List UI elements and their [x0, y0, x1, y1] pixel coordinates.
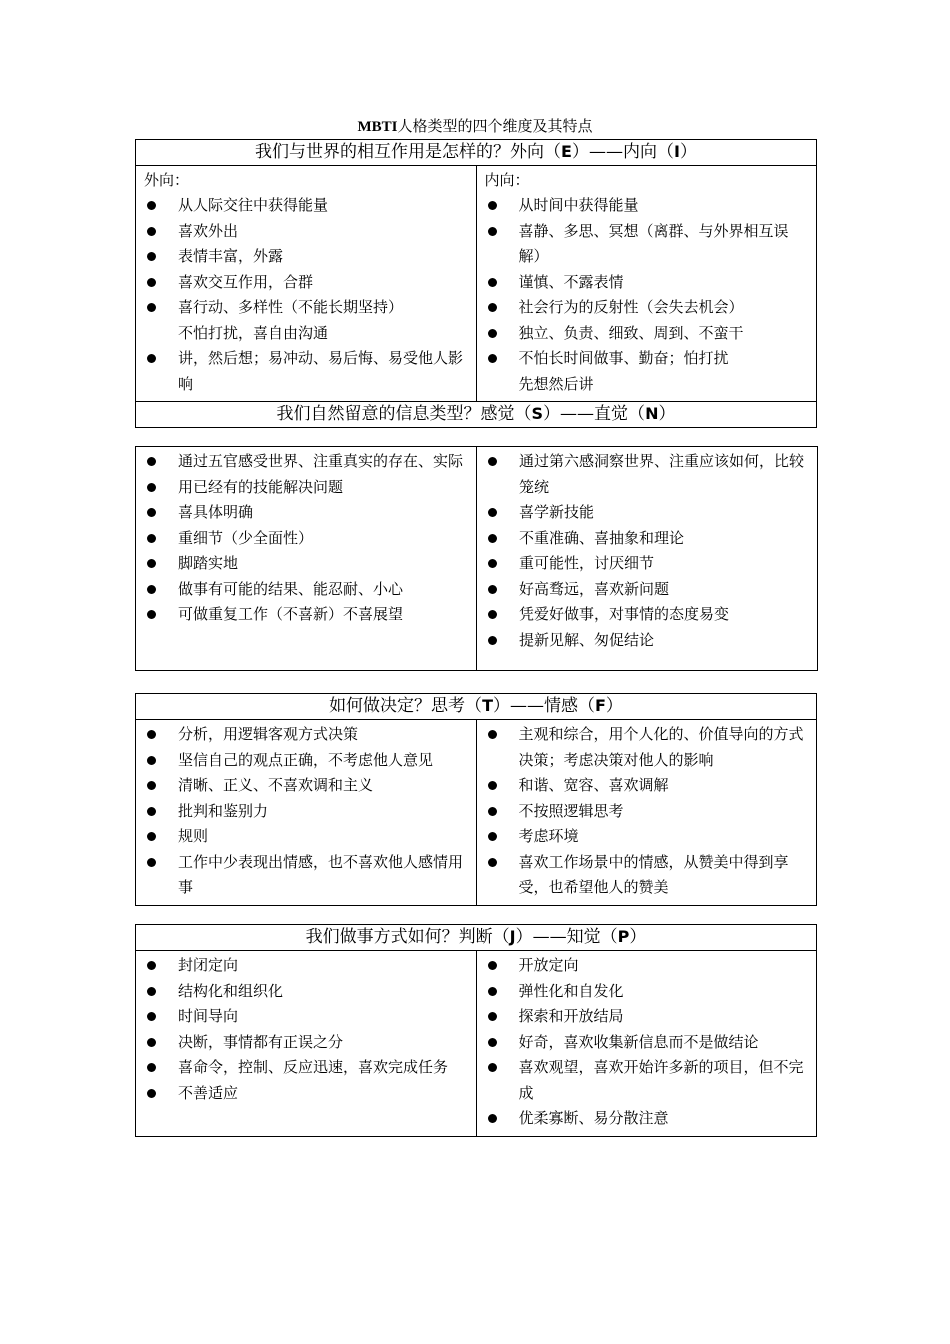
bullet-list — [485, 953, 809, 1132]
bullet-icon — [147, 508, 156, 517]
table-extraversion-introversion — [135, 139, 817, 428]
list-item-text: 喜命令，控制、反应迅速，喜欢完成任务 — [178, 1058, 449, 1076]
list-item — [144, 526, 468, 552]
list-item — [485, 850, 809, 901]
list-item — [485, 321, 809, 347]
list-item-text: 通过五官感受世界、注重真实的存在、实际 — [178, 452, 464, 470]
section-header-sn — [136, 402, 817, 428]
header-text: 如何做决定？思考（ — [329, 696, 483, 716]
bullet-icon — [147, 278, 156, 287]
bullet-icon — [488, 278, 497, 287]
header-letter: I — [673, 142, 680, 161]
bullet-icon — [147, 354, 156, 363]
bullet-list — [144, 346, 468, 397]
list-item — [144, 295, 468, 321]
bullet-icon — [147, 961, 156, 970]
list-item-text: 分析，用逻辑客观方式决策 — [178, 725, 359, 743]
bullet-icon — [488, 807, 497, 816]
header-letter: E — [561, 142, 572, 161]
bullet-icon — [488, 354, 497, 363]
column-sensing — [136, 447, 477, 671]
header-text: 我们自然留意的信息类型？感觉（ — [276, 404, 532, 424]
list-item-text: 探索和开放结局 — [518, 1007, 624, 1025]
bullet-icon — [147, 832, 156, 841]
list-item — [144, 1004, 468, 1030]
bullet-list — [144, 722, 468, 901]
list-item-text: 考虑环境 — [518, 827, 579, 845]
header-letter: P — [617, 927, 630, 946]
list-item — [485, 551, 809, 577]
list-item — [485, 628, 809, 654]
list-item — [485, 773, 809, 799]
bullet-icon — [147, 483, 156, 492]
list-item-text: 喜具体明确 — [178, 503, 254, 521]
list-item-text: 开放定向 — [518, 956, 579, 974]
bullet-list — [144, 449, 468, 628]
list-item-text: 不善适应 — [178, 1083, 239, 1102]
list-item — [485, 953, 809, 979]
header-letter: T — [482, 696, 493, 715]
list-item — [144, 824, 468, 850]
list-item-text: 喜行动、多样性（不能长期坚持） — [178, 298, 404, 316]
bullet-list — [144, 193, 468, 321]
list-item — [485, 1055, 809, 1106]
column-introversion — [476, 166, 817, 402]
list-item — [144, 449, 468, 475]
list-item-text: 喜欢工作场景中的情感，从赞美中得到享受，也希望他人的赞美 — [518, 852, 789, 896]
column-feeling — [476, 720, 817, 906]
list-item — [144, 346, 468, 397]
bullet-icon — [488, 832, 497, 841]
list-item-text: 工作中少表现出情感，也不喜欢他人感情用事 — [178, 852, 464, 896]
document-title — [0, 116, 950, 137]
list-item — [144, 953, 468, 979]
column-judging — [136, 951, 477, 1137]
bullet-icon — [488, 987, 497, 996]
bullet-list — [485, 193, 809, 372]
list-item — [144, 773, 468, 799]
list-item-text: 可做重复工作（不喜新）不喜展望 — [178, 605, 404, 623]
list-item-text: 重细节（少全面性） — [178, 528, 314, 547]
list-item — [485, 270, 809, 296]
header-text: 我们与世界的相互作用是怎样的？外向（ — [255, 142, 562, 162]
list-item-text: 表情丰富，外露 — [178, 247, 284, 265]
list-item — [485, 346, 809, 372]
list-item-text: 批判和鉴别力 — [178, 801, 269, 820]
list-item — [144, 219, 468, 245]
header-letter: S — [531, 404, 544, 423]
list-item-text: 坚信自己的观点正确，不考虑他人意见 — [178, 750, 434, 769]
list-item — [144, 748, 468, 774]
list-item-text: 谨慎、不露表情 — [518, 272, 624, 291]
table-judging-perceiving — [135, 924, 817, 1137]
list-item-text: 用已经有的技能解决问题 — [178, 477, 344, 496]
bullet-icon — [147, 987, 156, 996]
column-intro: 外向： — [144, 171, 190, 189]
bullet-icon — [147, 559, 156, 568]
table-thinking-feeling — [135, 693, 817, 906]
bullet-icon — [488, 457, 497, 466]
list-item-text: 凭爱好做事，对事情的态度易变 — [519, 605, 730, 623]
list-item — [485, 799, 809, 825]
bullet-icon — [147, 730, 156, 739]
bullet-icon — [488, 585, 497, 594]
header-text: ） — [658, 404, 676, 424]
bullet-icon — [488, 1114, 497, 1123]
list-item — [144, 1030, 468, 1056]
bullet-icon — [147, 585, 156, 594]
bullet-icon — [147, 1038, 156, 1047]
list-item-text: 不按照逻辑思考 — [518, 801, 624, 820]
bullet-icon — [488, 1012, 497, 1021]
bullet-icon — [488, 781, 497, 790]
bullet-icon — [147, 1089, 156, 1098]
bullet-icon — [488, 730, 497, 739]
list-item — [485, 219, 809, 270]
header-text: 我们做事方式如何？判断（ — [305, 927, 510, 947]
column-extraversion — [136, 166, 477, 402]
list-item — [485, 1030, 809, 1056]
list-item-text: 弹性化和自发化 — [518, 981, 624, 1000]
bullet-icon — [488, 303, 497, 312]
bullet-icon — [488, 961, 497, 970]
list-item — [485, 722, 809, 773]
list-item — [144, 850, 468, 901]
list-item-text: 重可能性，讨厌细节 — [519, 554, 655, 572]
header-text: ） — [605, 696, 623, 716]
list-item-text: 主观和综合，用个人化的、价值导向的方式决策；考虑决策对他人的影响 — [518, 725, 804, 769]
list-item — [485, 449, 809, 500]
column-perceiving — [476, 951, 817, 1137]
section-header-jp — [136, 925, 817, 951]
list-item — [144, 979, 468, 1005]
list-item-text: 独立、负责、细致、周到、不蛮干 — [518, 323, 744, 342]
bullet-icon — [488, 858, 497, 867]
column-intro: 内向： — [484, 171, 530, 189]
list-item-text: 喜学新技能 — [519, 503, 595, 521]
list-item — [144, 602, 468, 628]
header-text: ） — [679, 142, 697, 162]
list-item — [144, 722, 468, 748]
bullet-icon — [488, 1038, 497, 1047]
list-item — [144, 193, 468, 219]
bullet-icon — [147, 457, 156, 466]
bullet-icon — [147, 610, 156, 619]
list-item-text: 规则 — [178, 827, 209, 845]
bullet-icon — [147, 534, 156, 543]
list-item — [485, 1004, 809, 1030]
bullet-icon — [488, 610, 497, 619]
list-item-text: 提新见解、匆促结论 — [519, 630, 655, 649]
bullet-icon — [147, 252, 156, 261]
list-item-text: 结构化和组织化 — [178, 981, 284, 1000]
table-sensing-intuition — [135, 446, 818, 671]
header-text: ）——内向（ — [571, 142, 674, 162]
bullet-icon — [147, 1063, 156, 1072]
list-item-text: 不重准确、喜抽象和理论 — [519, 528, 685, 547]
bullet-icon — [488, 1063, 497, 1072]
list-item-text: 脚踏实地 — [178, 554, 239, 572]
bullet-icon — [147, 807, 156, 816]
list-item-text: 时间导向 — [178, 1007, 239, 1025]
list-item-text: 喜欢外出 — [178, 221, 239, 240]
list-item — [144, 500, 468, 526]
list-item — [485, 295, 809, 321]
continuation-line: 先想然后讲 — [518, 374, 594, 393]
bullet-icon — [488, 559, 497, 568]
list-item-text: 封闭定向 — [178, 956, 239, 974]
list-item-text: 从人际交往中获得能量 — [178, 196, 329, 214]
list-item — [144, 244, 468, 270]
list-item — [144, 551, 468, 577]
column-intuition — [477, 447, 818, 671]
list-item-text: 从时间中获得能量 — [518, 196, 639, 214]
list-item-text: 好奇，喜欢收集新信息而不是做结论 — [518, 1032, 759, 1051]
header-text: ）——直觉（ — [543, 404, 646, 424]
bullet-icon — [488, 534, 497, 543]
column-thinking — [136, 720, 477, 906]
bullet-icon — [147, 201, 156, 210]
header-letter: F — [594, 696, 606, 715]
list-item — [485, 602, 809, 628]
header-letter: N — [645, 404, 659, 423]
list-item — [485, 500, 809, 526]
list-item-text: 不怕长时间做事、勤奋；怕打扰 — [518, 349, 729, 367]
list-item-text: 决断，事情都有正误之分 — [178, 1032, 344, 1051]
bullet-list — [144, 953, 468, 1106]
list-item-text: 做事有可能的结果、能忍耐、小心 — [178, 579, 404, 598]
list-item — [485, 824, 809, 850]
list-item-text: 好高骛远，喜欢新问题 — [519, 579, 670, 598]
list-item-text: 喜欢交互作用，合群 — [178, 272, 314, 291]
bullet-list — [485, 449, 809, 653]
header-letter: J — [509, 927, 516, 946]
list-item — [144, 270, 468, 296]
bullet-icon — [147, 227, 156, 236]
bullet-icon — [147, 303, 156, 312]
list-item-text: 讲，然后想；易冲动、易后悔、易受他人影响 — [178, 349, 464, 393]
bullet-icon — [147, 756, 156, 765]
list-item — [485, 526, 809, 552]
bullet-icon — [147, 1012, 156, 1021]
list-item — [485, 979, 809, 1005]
header-text: ） — [629, 927, 647, 947]
list-item-text: 喜欢观望，喜欢开始许多新的项目，但不完成 — [518, 1058, 804, 1102]
list-item-text: 清晰、正义、不喜欢调和主义 — [178, 776, 374, 794]
title-bold: MBTI — [357, 119, 398, 135]
section-header-ei — [136, 140, 817, 166]
list-item-text: 喜静、多思、冥想（离群、与外界相互误解） — [518, 221, 789, 265]
bullet-icon — [488, 201, 497, 210]
list-item-text: 通过第六感洞察世界、注重应该如何，比较笼统 — [519, 452, 805, 496]
bullet-icon — [147, 858, 156, 867]
bullet-list — [485, 722, 809, 901]
section-header-tf — [136, 694, 817, 720]
header-text: ）——情感（ — [492, 696, 595, 716]
list-item — [144, 577, 468, 603]
bullet-icon — [488, 508, 497, 517]
header-text: ）——知觉（ — [515, 927, 618, 947]
list-item — [144, 475, 468, 501]
bullet-icon — [488, 636, 497, 645]
list-item-text: 优柔寡断、易分散注意 — [518, 1109, 669, 1127]
list-item — [485, 1106, 809, 1132]
bullet-icon — [488, 329, 497, 338]
title-rest: 人格类型的四个维度及其特点 — [397, 117, 593, 135]
bullet-icon — [488, 227, 497, 236]
continuation-line: 不怕打扰，喜自由沟通 — [178, 323, 329, 342]
list-item-text: 和谐、宽容、喜欢调解 — [518, 776, 669, 794]
list-item — [485, 577, 809, 603]
list-item — [485, 193, 809, 219]
list-item — [144, 1055, 468, 1081]
list-item — [144, 799, 468, 825]
bullet-icon — [147, 781, 156, 790]
list-item — [144, 1081, 468, 1107]
list-item-text: 社会行为的反射性（会失去机会） — [518, 298, 744, 316]
